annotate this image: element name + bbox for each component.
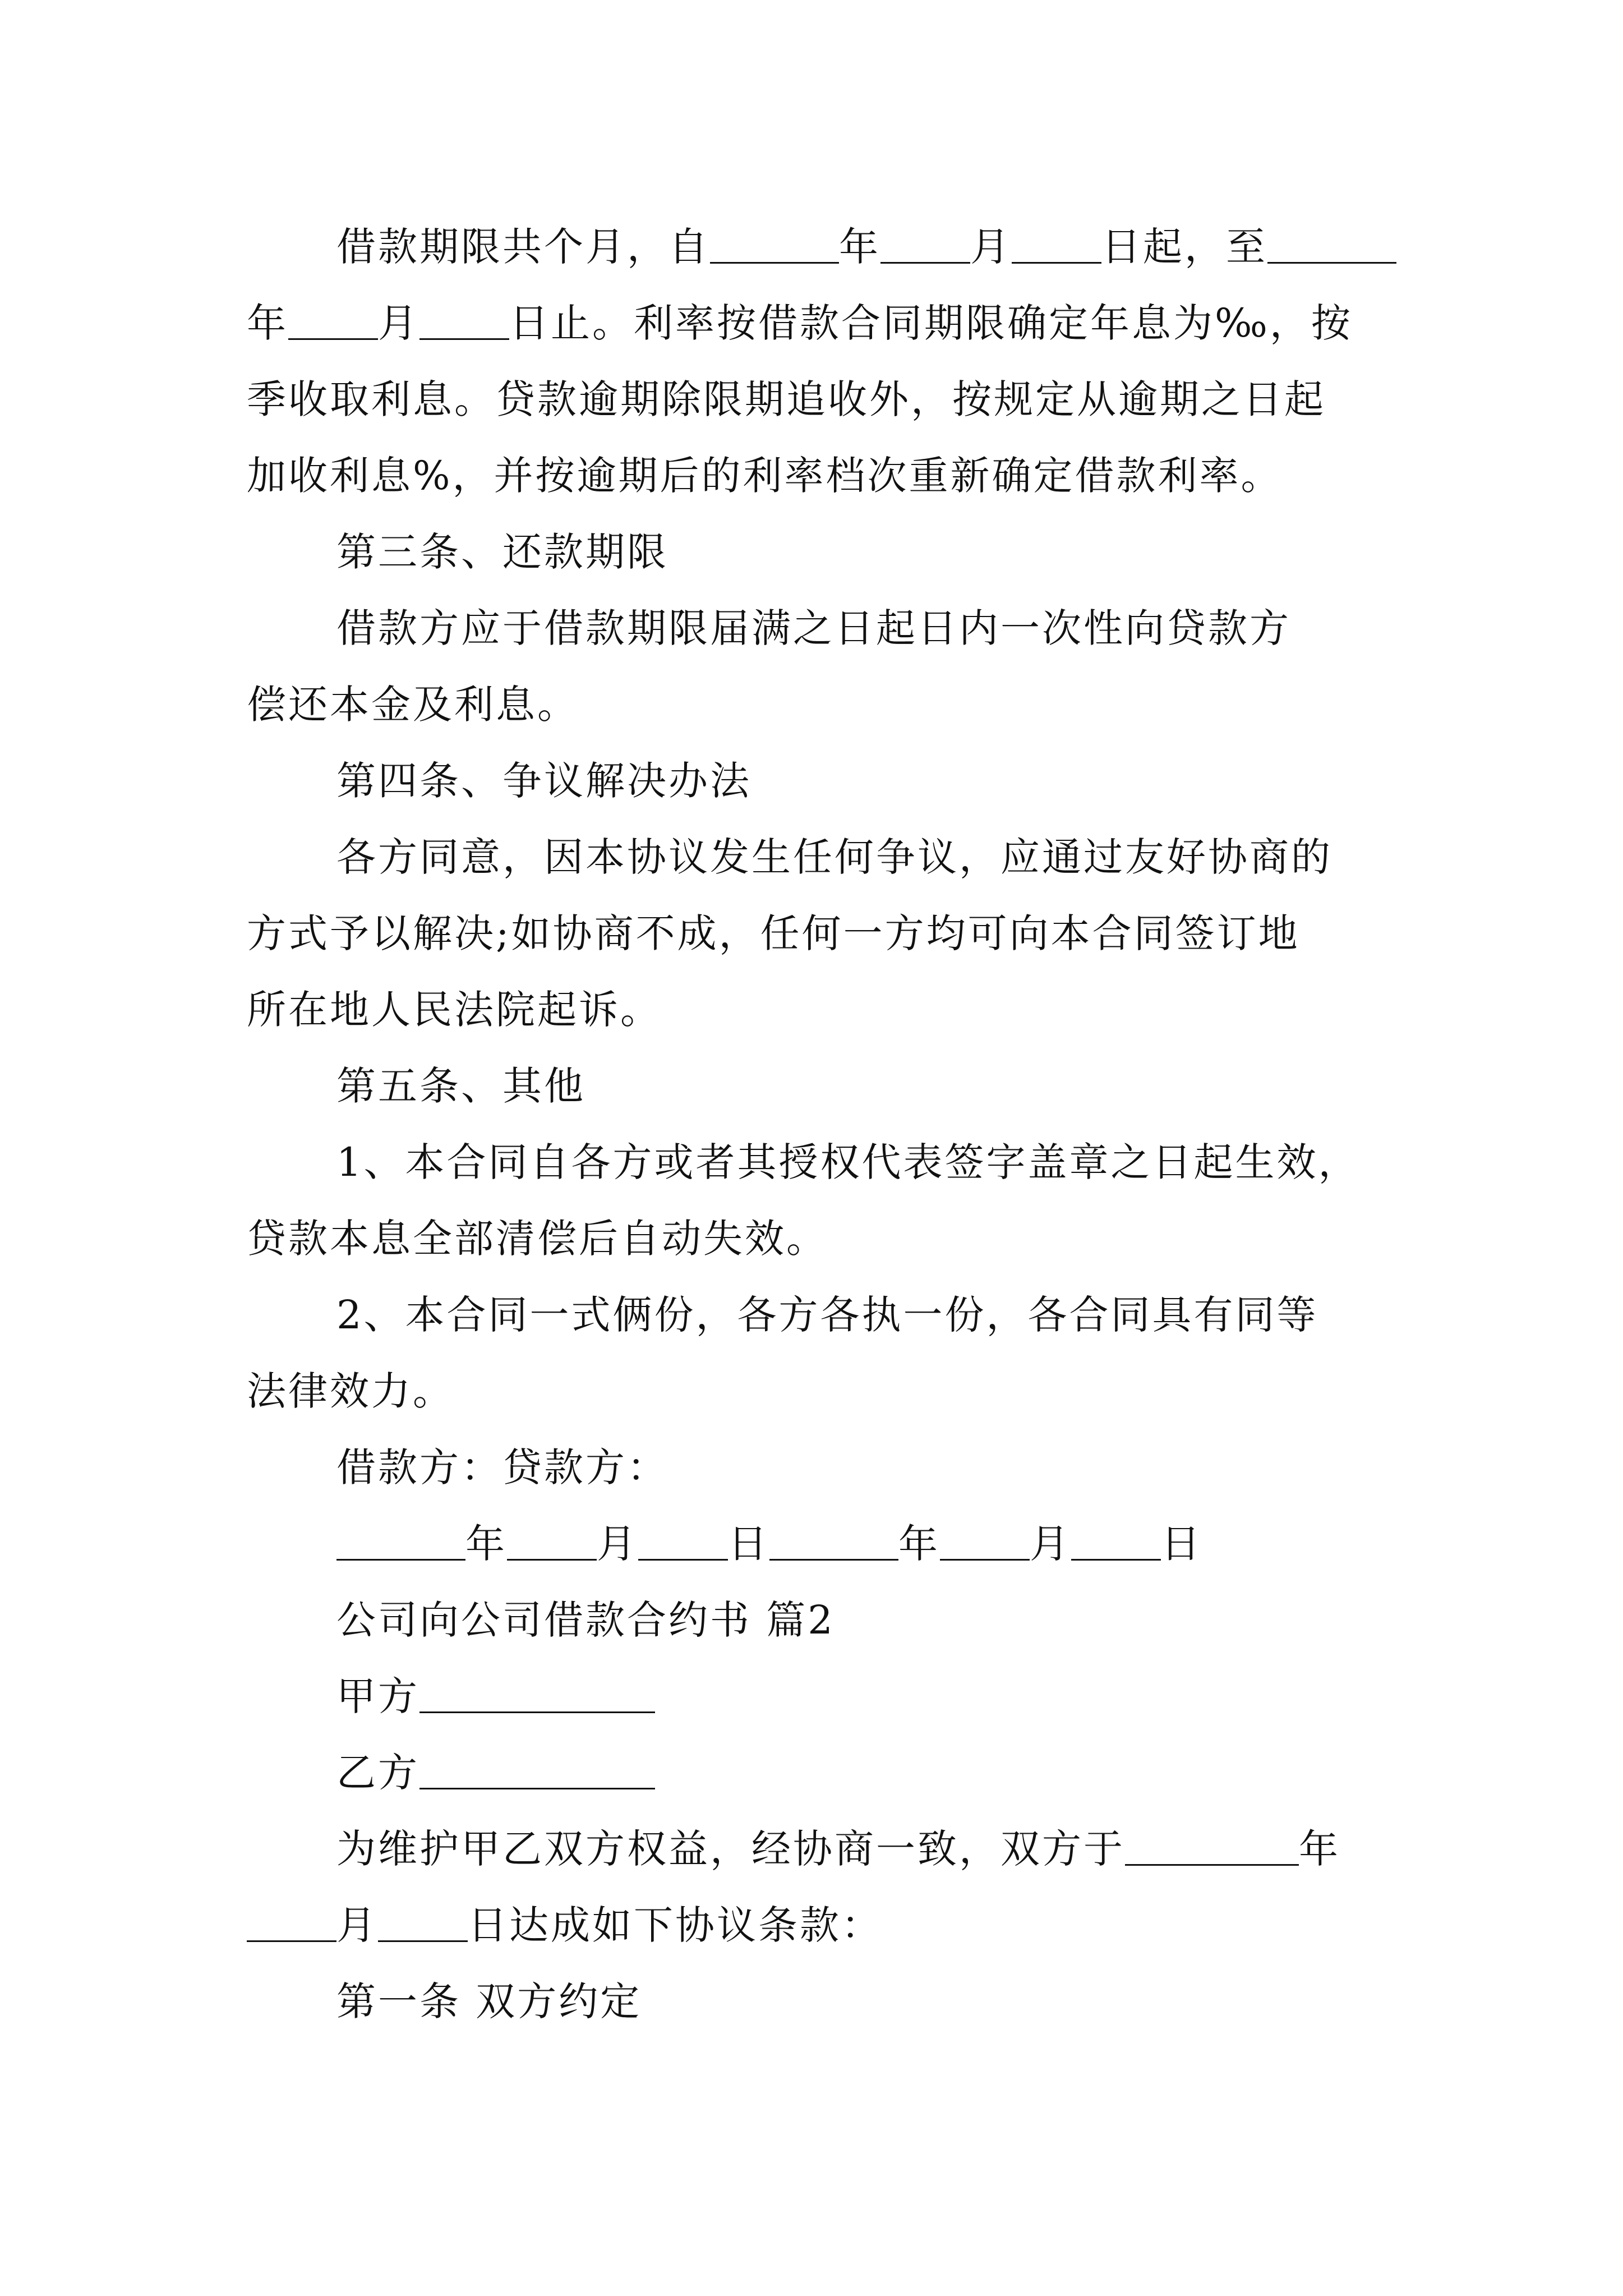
fill-blank[interactable] — [419, 299, 509, 340]
paragraph-loan-term-line1 — [247, 209, 1391, 285]
fill-blank[interactable] — [1012, 223, 1101, 264]
document-page — [247, 209, 1391, 2040]
text: 日达成如下协议条款： — [468, 1902, 883, 1948]
signature-parties: 借款方：贷款方： — [336, 1444, 668, 1490]
text: 为维护甲乙双方权益，经协商一致，双方于 — [336, 1826, 1125, 1872]
article-3-line2: 偿还本金及利息。 — [247, 682, 579, 728]
article-1-heading: 第一条 双方约定 — [336, 1978, 642, 2024]
text: 年 — [465, 1521, 507, 1567]
text: 日止。利率按借款合同期限确定年息为‰，按 — [509, 300, 1353, 346]
fill-blank[interactable] — [1071, 1520, 1161, 1561]
article-5-item1-line2: 贷款本息全部清偿后自动失效。 — [247, 1216, 828, 1262]
fill-blank[interactable] — [1267, 223, 1396, 264]
article-5-item1-line1: 1、本合同自各方或者其授权代表签字盖章之日起生效， — [336, 1139, 1360, 1185]
fill-blank[interactable] — [288, 299, 378, 340]
article-4-line3: 所在地人民法院起诉。 — [247, 987, 662, 1033]
party-a-label: 甲方 — [336, 1673, 419, 1719]
paragraph-loan-term-line4: 加收利息%，并按逾期后的利率档次重新确定借款利率。 — [247, 453, 1283, 499]
text: 借款期限共个月，自 — [336, 224, 710, 270]
text: 年 — [898, 1521, 940, 1567]
text: 年 — [839, 224, 880, 270]
text: 月 — [970, 224, 1012, 270]
text: 年 — [1299, 1826, 1340, 1872]
intro-line2 — [247, 1887, 1391, 1963]
paragraph-loan-term-line2 — [247, 285, 1391, 361]
fill-blank[interactable] — [940, 1520, 1030, 1561]
article-4-line1: 各方同意，因本协议发生任何争议，应通过友好协商的 — [336, 834, 1332, 880]
party-b-blank[interactable] — [419, 1749, 655, 1789]
article-3-heading: 第三条、还款期限 — [336, 529, 668, 575]
party-a-blank[interactable] — [419, 1672, 655, 1713]
text: 月 — [1030, 1521, 1071, 1567]
fill-blank[interactable] — [1125, 1825, 1299, 1866]
fill-blank[interactable] — [638, 1520, 728, 1561]
party-b-line — [247, 1734, 1391, 1811]
text: 月 — [336, 1902, 378, 1948]
section-2-title: 公司向公司借款合约书 篇2 — [336, 1597, 835, 1643]
text: 月 — [597, 1521, 638, 1567]
text: 年 — [247, 300, 288, 346]
article-5-item2-line1: 2、本合同一式俩份，各方各执一份，各合同具有同等 — [336, 1292, 1318, 1338]
text: 月 — [378, 300, 419, 346]
fill-blank[interactable] — [880, 223, 970, 264]
fill-blank[interactable] — [336, 1520, 465, 1561]
article-5-heading: 第五条、其他 — [336, 1063, 585, 1109]
fill-blank[interactable] — [378, 1901, 468, 1942]
fill-blank[interactable] — [769, 1520, 898, 1561]
paragraph-loan-term-line3: 季收取利息。贷款逾期除限期追收外，按规定从逾期之日起 — [247, 376, 1326, 422]
text: 日 — [1161, 1521, 1202, 1567]
text: 日起，至 — [1101, 224, 1267, 270]
article-4-heading: 第四条、争议解决办法 — [336, 758, 751, 804]
article-3-line1: 借款方应于借款期限届满之日起日内一次性向贷款方 — [336, 605, 1291, 651]
article-4-line2: 方式予以解决;如协商不成，任何一方均可向本合同签订地 — [247, 910, 1300, 956]
party-b-label: 乙方 — [336, 1750, 419, 1796]
signature-dates — [247, 1506, 1391, 1582]
text: 日 — [728, 1521, 769, 1567]
fill-blank[interactable] — [247, 1901, 336, 1942]
intro-line1 — [247, 1811, 1391, 1887]
fill-blank[interactable] — [507, 1520, 597, 1561]
article-5-item2-line2: 法律效力。 — [247, 1368, 454, 1414]
fill-blank[interactable] — [710, 223, 839, 264]
party-a-line — [247, 1658, 1391, 1734]
